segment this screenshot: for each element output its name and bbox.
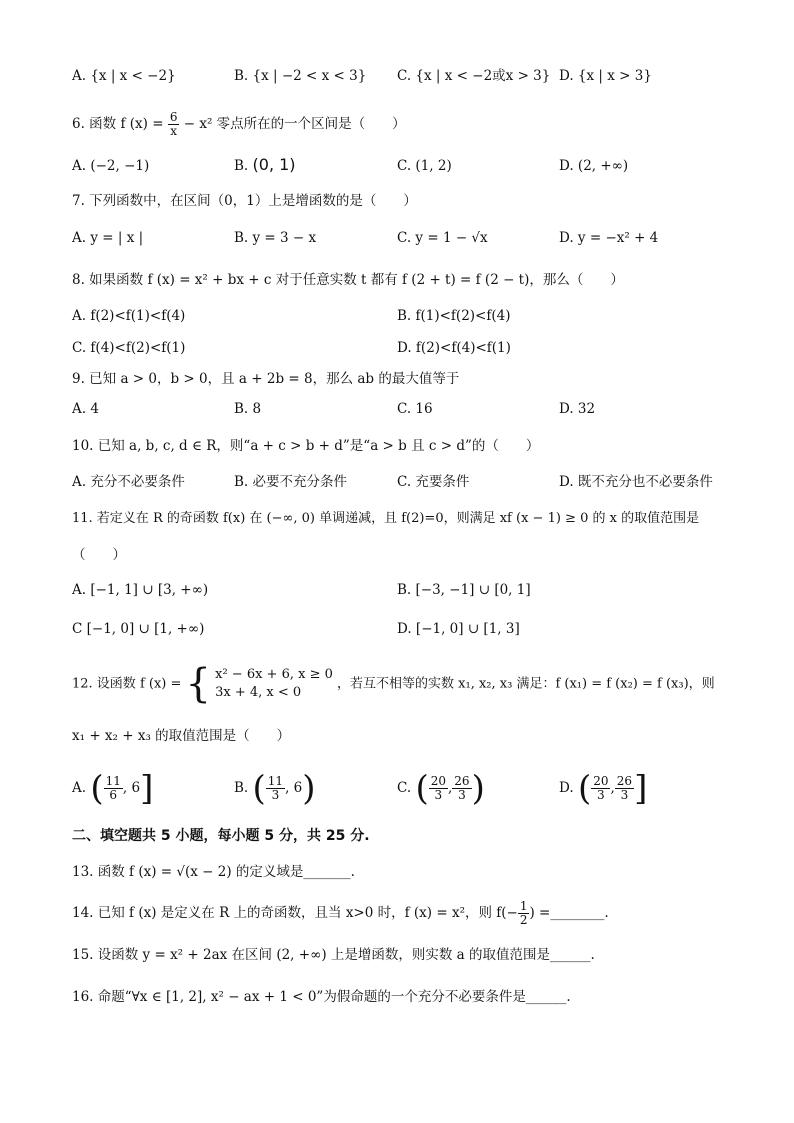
right-bracket: ] [634,768,648,809]
q12-prefix: 12. 设函数 f (x) = [72,676,182,692]
q5-option-a: A. {x | x < −2} [72,68,176,84]
q8-stem: 8. 如果函数 f (x) = x² + bx + c 对于任意实数 t 都有 f (2 + t) = f (2 − t)，那么（ ） [72,272,624,288]
q14-stem [72,898,609,928]
q12-option-c-frac1 [429,775,448,802]
q12-option-d-frac2 [615,775,634,802]
q11-option-a: A. [−1, 1] ∪ [3, +∞) [72,582,209,598]
q12-line2: x₁ + x₂ + x₃ 的取值范围是（ ） [72,728,291,744]
q12-option-b-label: B. [234,780,249,796]
q9-stem: 9. 已知 a > 0，b > 0，且 a + 2b = 8，那么 ab 的最大值等于 [72,371,460,387]
q7-option-b: B. y = 3 − x [234,230,317,246]
q10-option-a: A. 充分不必要条件 [72,474,185,490]
q6-frac-num: 6 [169,110,178,124]
q10-option-c: C. 充要条件 [397,474,470,490]
q5-option-d: D. {x | x > 3} [559,68,652,84]
q14-suffix: ) =________. [529,905,609,921]
q12-option-d-frac1 [591,775,610,802]
q8-option-a: A. f(2)<f(1)<f(4) [72,308,186,324]
q5-option-b: B. {x | −2 < x < 3} [234,68,367,84]
frac-num: 1 [519,899,528,913]
q9-option-a: A. 4 [72,401,99,417]
frac-den: 3 [271,788,280,802]
q9-option-d: D. 32 [559,401,596,417]
left-paren: ( [252,768,266,809]
q14-fraction [518,900,530,927]
q6-frac-den: x [170,124,178,138]
q6-prefix: 6. 函数 f (x) = [72,116,164,132]
left-paren: ( [90,768,104,809]
q15-stem: 15. 设函数 y = x² + 2ax 在区间 (2, +∞) 上是增函数，则实数 a 的取值范围是______. [72,947,595,963]
q12-suffix: ，若互不相等的实数 x₁, x₂, x₃ 满足：f (x₁) = f (x₂) = f (x₃)，则 [337,676,715,692]
q12-option-a-label: A. [72,780,87,796]
q10-option-d: D. 既不充分也不必要条件 [559,474,713,490]
q12-option-d: D. ( $\frac{20}{3}$ , $\frac{26}{3}$ ] [559,768,648,809]
q6-option-b [234,155,296,176]
q6-option-a: A. (−2, −1) [72,158,150,174]
q12-stem [72,658,715,711]
q12-option-d-label: D. [559,780,574,796]
frac-den: 6 [109,788,118,802]
q12-option-c-label: C. [397,780,412,796]
q9-option-c: C. 16 [397,401,433,417]
right-paren: ) [471,768,485,809]
q10-option-b: B. 必要不充分条件 [234,474,348,490]
q8-option-d: D. f(2)<f(4)<f(1) [397,340,511,356]
frac-den: 3 [597,788,605,802]
q14-prefix: 14. 已知 f (x) 是定义在 R 上的奇函数，且当 x>0 时，f (x) = x²，则 f(− [72,905,518,921]
q7-stem: 7. 下列函数中，在区间（0，1）上是增函数的是（ ） [72,193,417,209]
q11-option-b: B. [−3, −1] ∪ [0, 1] [397,582,531,598]
q7-option-a: A. y = | x | [72,230,144,246]
q13-stem: 13. 函数 f (x) = √(x − 2) 的定义域是_______. [72,864,355,880]
q11-option-d: D. [−1, 0] ∪ [1, 3] [397,621,520,637]
frac-den: 3 [620,788,629,802]
q11-paren: （ ） [72,547,126,563]
q12-option-a [72,764,153,813]
q16-stem: 16. 命题“∀x ∈ [1, 2], x² − ax + 1 < 0”为假命题的一个充分不必要条件是______. [72,989,571,1005]
frac-num: 26 [616,774,633,788]
q12-option-a-tail: , 6 [122,780,141,796]
section-heading-fill-in: 二、填空题共 5 小题，每小题 5 分，共 25 分. [72,828,370,844]
q9-option-b: B. 8 [234,401,262,417]
q5-option-c: C. {x | x < −2或x > 3} [397,68,551,84]
left-paren: ( [577,768,592,809]
frac-den: 3 [458,788,466,802]
q6-stem [72,110,406,138]
q6-option-b-label: B. [234,158,249,174]
q8-option-c: C. f(4)<f(2)<f(1) [72,340,186,356]
q12-option-a-frac [104,775,123,802]
q12-piece-2: 3x + 4, x < 0 [215,685,302,700]
q6-option-b-value: (0, 1) [252,155,296,174]
right-bracket: ] [140,768,154,809]
frac-den: 3 [434,788,443,802]
frac-num: 20 [430,774,446,788]
q12-option-b-tail: , 6 [285,780,303,796]
frac-num: 11 [267,774,284,788]
q12-piecewise [215,666,333,702]
q12-brace: { [185,661,211,707]
q10-stem: 10. 已知 a, b, c, d ∈ R，则“a + c > b + d”是“a > b 且 c > d”的（ ） [72,438,540,454]
q12-piece-1: x² − 6x + 6, x ≥ 0 [215,667,333,682]
frac-num: 26 [454,774,470,788]
right-paren: ) [302,768,316,809]
left-paren: ( [415,768,429,809]
q12-option-b [234,764,316,813]
q6-fraction [168,111,180,138]
q11-option-c: C [−1, 0] ∪ [1, +∞) [72,621,205,637]
frac-num: 11 [105,774,121,788]
q8-option-b: B. f(1)<f(2)<f(4) [397,308,511,324]
frac-den: 2 [519,913,528,927]
q12-option-c-frac2 [452,775,471,802]
q6-option-d: D. (2, +∞) [559,158,629,174]
q6-suffix: − x² 零点所在的一个区间是（ ） [183,116,406,132]
q11-stem: 11. 若定义在 R 的奇函数 f(x) 在 (−∞, 0) 单调递减，且 f(2)=0，则满足 xf (x − 1) ≥ 0 的 x 的取值范围是 [72,511,700,526]
frac-num: 20 [593,774,609,788]
q12-option-c: C. ( $\frac{20}{3}$ , $\frac{26}{3}$ ) [397,768,485,809]
q7-option-d: D. y = −x² + 4 [559,230,659,246]
q12-option-b-frac [266,775,285,802]
q7-option-c: C. y = 1 − √x [397,230,488,246]
q6-option-c: C. (1, 2) [397,158,452,174]
